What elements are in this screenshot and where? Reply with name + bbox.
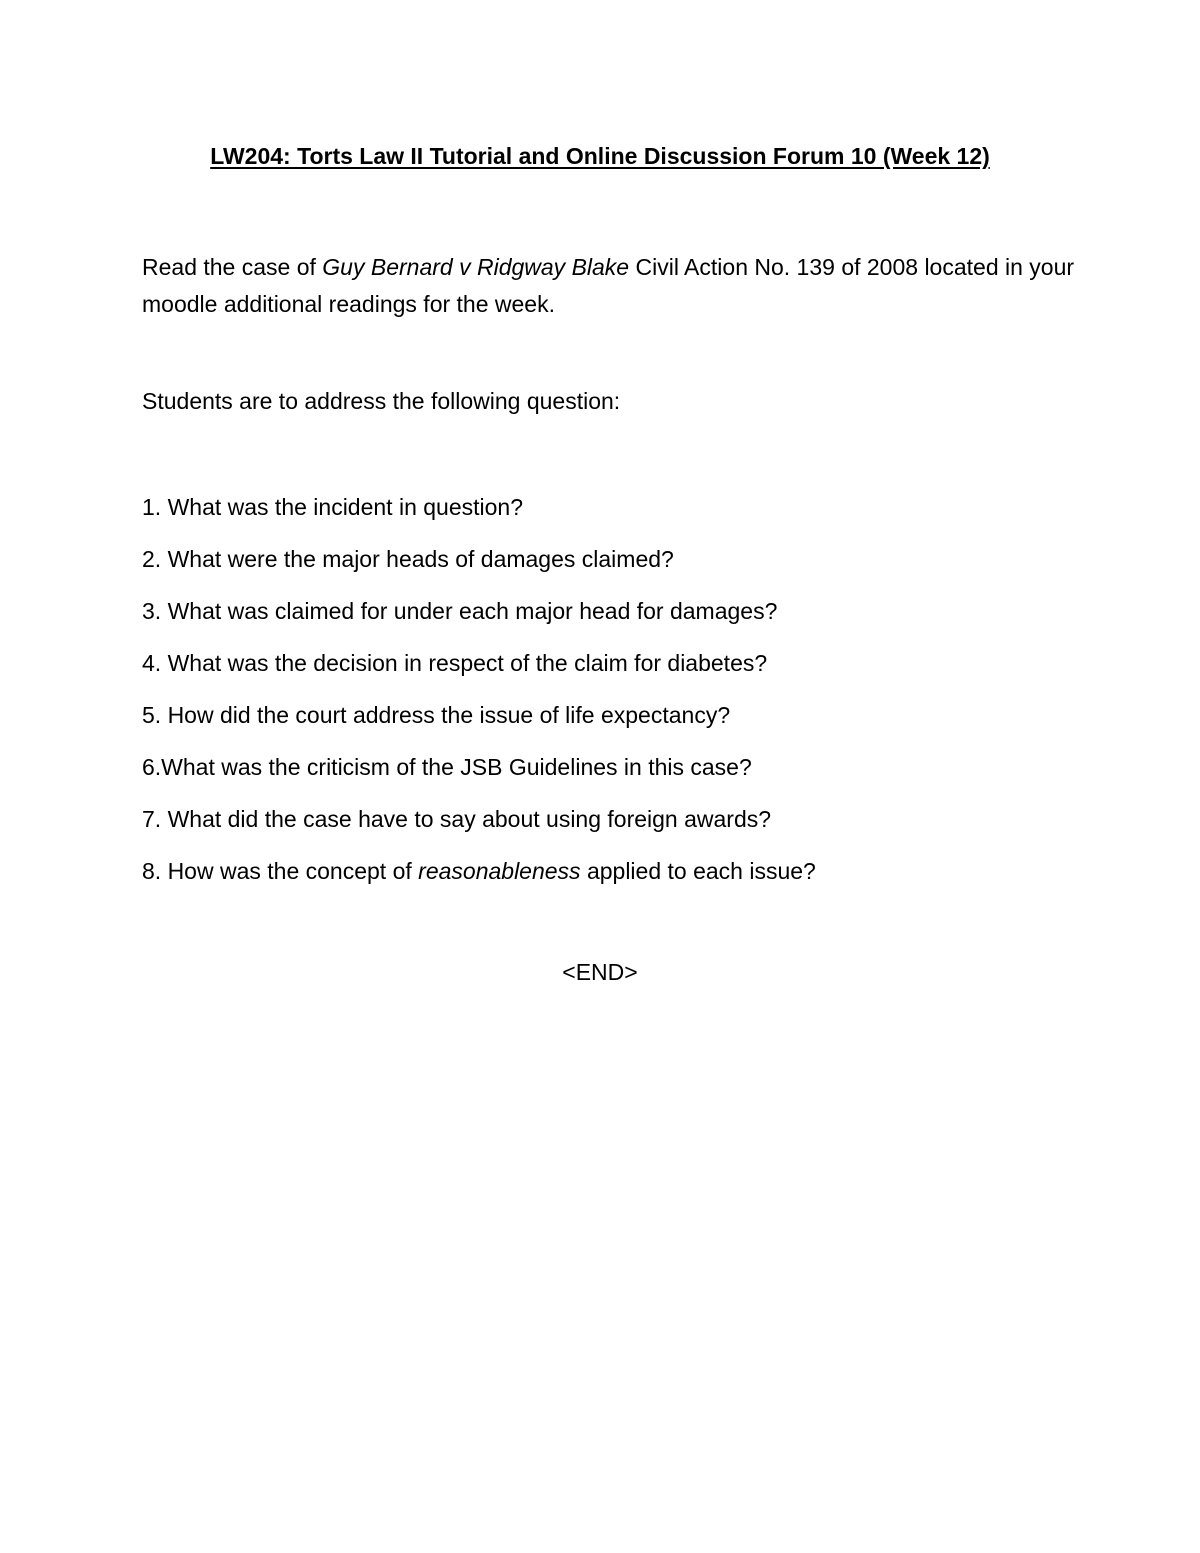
question-item: 7. What did the case have to say about using foreign awards? xyxy=(142,806,772,832)
question-item: 1. What was the incident in question? xyxy=(142,494,524,520)
question-item: 4. What was the decision in respect of the claim for diabetes? xyxy=(142,650,768,676)
intro-text-after: Civil Action No. 139 of 2008 located in your moodle additional readings for the week. xyxy=(142,254,1075,317)
question-item: 3. What was claimed for under each major head for damages? xyxy=(142,598,778,624)
question-list xyxy=(142,492,816,908)
end-marker: <END> xyxy=(562,959,638,985)
question-text-before: 8. How was the concept of xyxy=(142,858,419,884)
question-item: 5. How did the court address the issue of life expectancy? xyxy=(142,702,731,728)
question-text-after: applied to each issue? xyxy=(580,858,816,884)
instruction-prompt: Students are to address the following question: xyxy=(142,388,621,414)
question-item xyxy=(142,856,816,908)
intro-paragraph xyxy=(142,249,1102,323)
question-emphasis: reasonableness xyxy=(418,858,581,884)
question-item: 6.What was the criticism of the JSB Guidelines in this case? xyxy=(142,754,752,780)
page-title: LW204: Torts Law II Tutorial and Online Discussion Forum 10 (Week 12) xyxy=(210,143,990,169)
case-name: Guy Bernard v Ridgway Blake xyxy=(322,254,630,280)
question-item: 2. What were the major heads of damages claimed? xyxy=(142,546,674,572)
intro-text-before: Read the case of xyxy=(142,254,323,280)
